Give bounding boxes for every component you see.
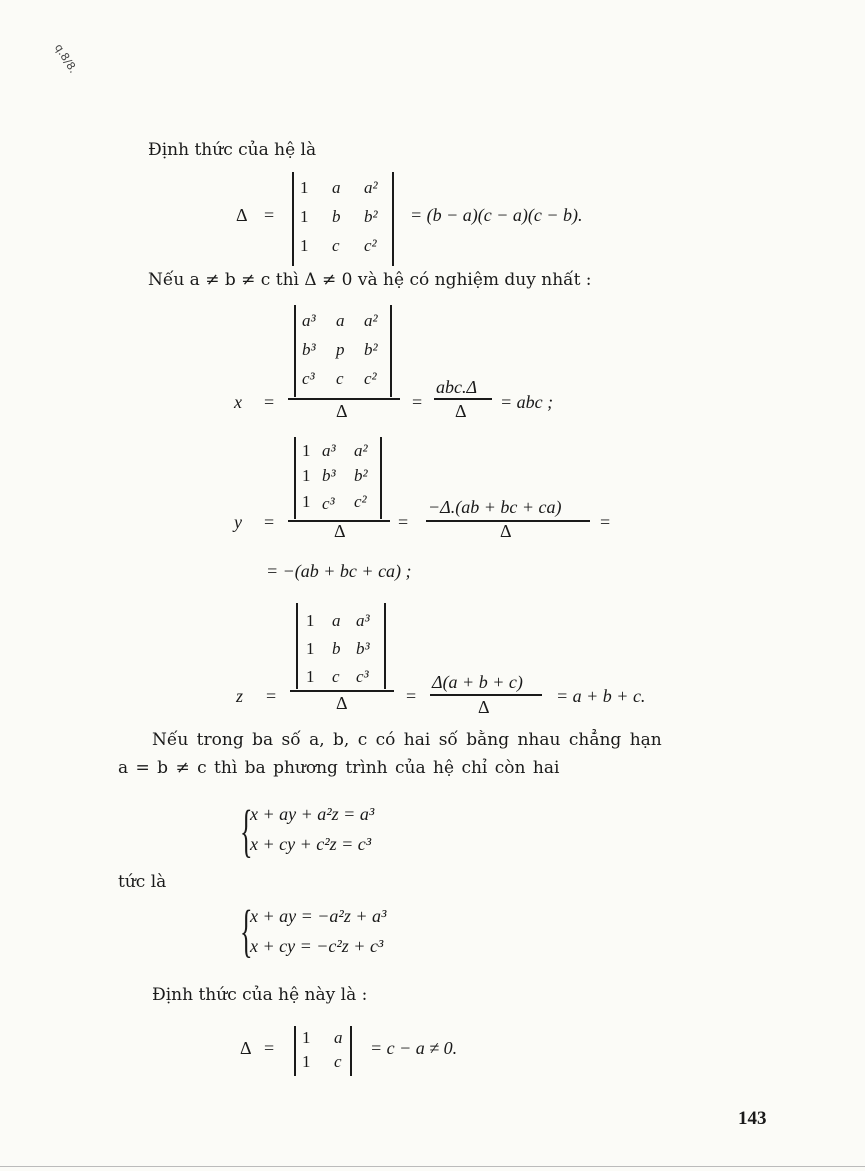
left-brace: { (240, 798, 253, 863)
det-cell: 1 (302, 1052, 311, 1071)
fraction-bar (430, 694, 542, 696)
denominator: Δ (500, 521, 512, 541)
z-variable: z (236, 686, 244, 706)
equals-sign: = (264, 512, 275, 532)
det-cell: 1 (306, 667, 315, 686)
det-bar-right (390, 305, 392, 397)
fraction-bar (290, 690, 394, 692)
paragraph-line-2: a = b ≠ c thì ba phương trình của hệ chỉ còn hai (118, 758, 560, 778)
det-bar-right (350, 1026, 352, 1076)
det-cell: 1 (302, 1028, 311, 1047)
corner-mark: q.8/8. (51, 41, 80, 76)
det-cell: 1 (302, 441, 311, 460)
det-cell: 1 (302, 492, 311, 511)
det-cell: c³ (356, 667, 369, 686)
y-numerator: −Δ.(ab + bc + ca) (428, 497, 562, 517)
det-cell: c³ (322, 494, 335, 513)
det-cell: c³ (302, 369, 315, 388)
det-cell: b³ (302, 340, 316, 359)
z-numerator: Δ(a + b + c) (432, 672, 523, 692)
fraction-bar (288, 398, 400, 400)
small-det-result: = c − a ≠ 0. (370, 1038, 458, 1058)
x-result: = abc ; (500, 392, 554, 412)
det-cell: c² (364, 236, 377, 255)
det-cell: c² (364, 369, 377, 388)
denominator: Δ (478, 697, 490, 717)
det-bar-right (380, 437, 382, 519)
det-cell: b² (354, 466, 368, 485)
det-cell: b (332, 639, 341, 658)
det-cell: p (336, 340, 345, 359)
det-cell: b² (364, 207, 378, 226)
det-cell: b³ (356, 639, 370, 658)
det-cell: a (334, 1028, 343, 1047)
det-cell: c (334, 1052, 342, 1071)
det-cell: a² (364, 311, 378, 330)
y-variable: y (234, 512, 242, 532)
x-numerator: abc.Δ (436, 377, 478, 397)
det-cell: 1 (300, 178, 309, 197)
system-equation: x + ay = −a²z + a³ (250, 906, 387, 926)
x-variable: x (234, 392, 242, 412)
z-result: = a + b + c. (556, 686, 646, 706)
det-cell: a² (364, 178, 378, 197)
page-number: 143 (738, 1108, 767, 1129)
fraction-bar (434, 398, 492, 400)
det-cell: 1 (300, 207, 309, 226)
system-equation: x + cy = −c²z + c³ (250, 936, 384, 956)
delta-label: Δ (236, 205, 248, 225)
y-result: = −(ab + bc + ca) ; (266, 561, 412, 581)
paragraph-line-1: Nếu trong ba số a, b, c có hai số bằng nhau chẳng hạn (152, 730, 662, 750)
equals-sign: = (264, 205, 275, 225)
det-cell: 1 (306, 611, 315, 630)
det-cell: b³ (322, 466, 336, 485)
det-bar-left (294, 1026, 296, 1076)
det-bar-left (294, 305, 296, 397)
denominator: Δ (336, 693, 348, 713)
intro-text: Định thức của hệ là (148, 140, 317, 160)
det-cell: c (332, 236, 340, 255)
condition-line: Nếu a ≠ b ≠ c thì Δ ≠ 0 và hệ có nghiệm duy nhất : (148, 270, 592, 290)
det-bar-right (384, 603, 386, 689)
system-equation: x + cy + c²z = c³ (250, 834, 372, 854)
left-brace: { (240, 898, 253, 963)
det-cell: a² (354, 441, 368, 460)
denominator: Δ (336, 401, 348, 421)
equals-sign: = (412, 392, 423, 412)
det-bar-right (392, 172, 394, 266)
det-cell: c (332, 667, 340, 686)
equals-sign: = (600, 512, 611, 532)
det-cell: a (332, 178, 341, 197)
det-cell: a³ (356, 611, 370, 630)
denominator: Δ (455, 401, 467, 421)
det-cell: c (336, 369, 344, 388)
det-cell: c² (354, 492, 367, 511)
intro-2-text: Định thức của hệ này là : (152, 985, 368, 1005)
det-cell: a (332, 611, 341, 630)
det-cell: a³ (322, 441, 336, 460)
equals-sign: = (264, 1038, 275, 1058)
det-cell: 1 (300, 236, 309, 255)
det-bar-left (294, 437, 296, 519)
denominator: Δ (334, 521, 346, 541)
det-cell: a (336, 311, 345, 330)
system-equation: x + ay + a²z = a³ (250, 804, 375, 824)
det-bar-left (296, 603, 298, 689)
det-cell: b (332, 207, 341, 226)
det-cell: 1 (306, 639, 315, 658)
delta-label: Δ (240, 1038, 252, 1058)
equals-sign: = (398, 512, 409, 532)
det-cell: b² (364, 340, 378, 359)
bottom-rule (0, 1166, 865, 1167)
equals-sign: = (406, 686, 417, 706)
tuc-la-text: tức là (118, 872, 167, 892)
equals-sign: = (264, 392, 275, 412)
equals-sign: = (266, 686, 277, 706)
det-cell: 1 (302, 466, 311, 485)
delta-result: = (b − a)(c − a)(c − b). (410, 205, 583, 225)
det-cell: a³ (302, 311, 316, 330)
det-bar-left (292, 172, 294, 266)
